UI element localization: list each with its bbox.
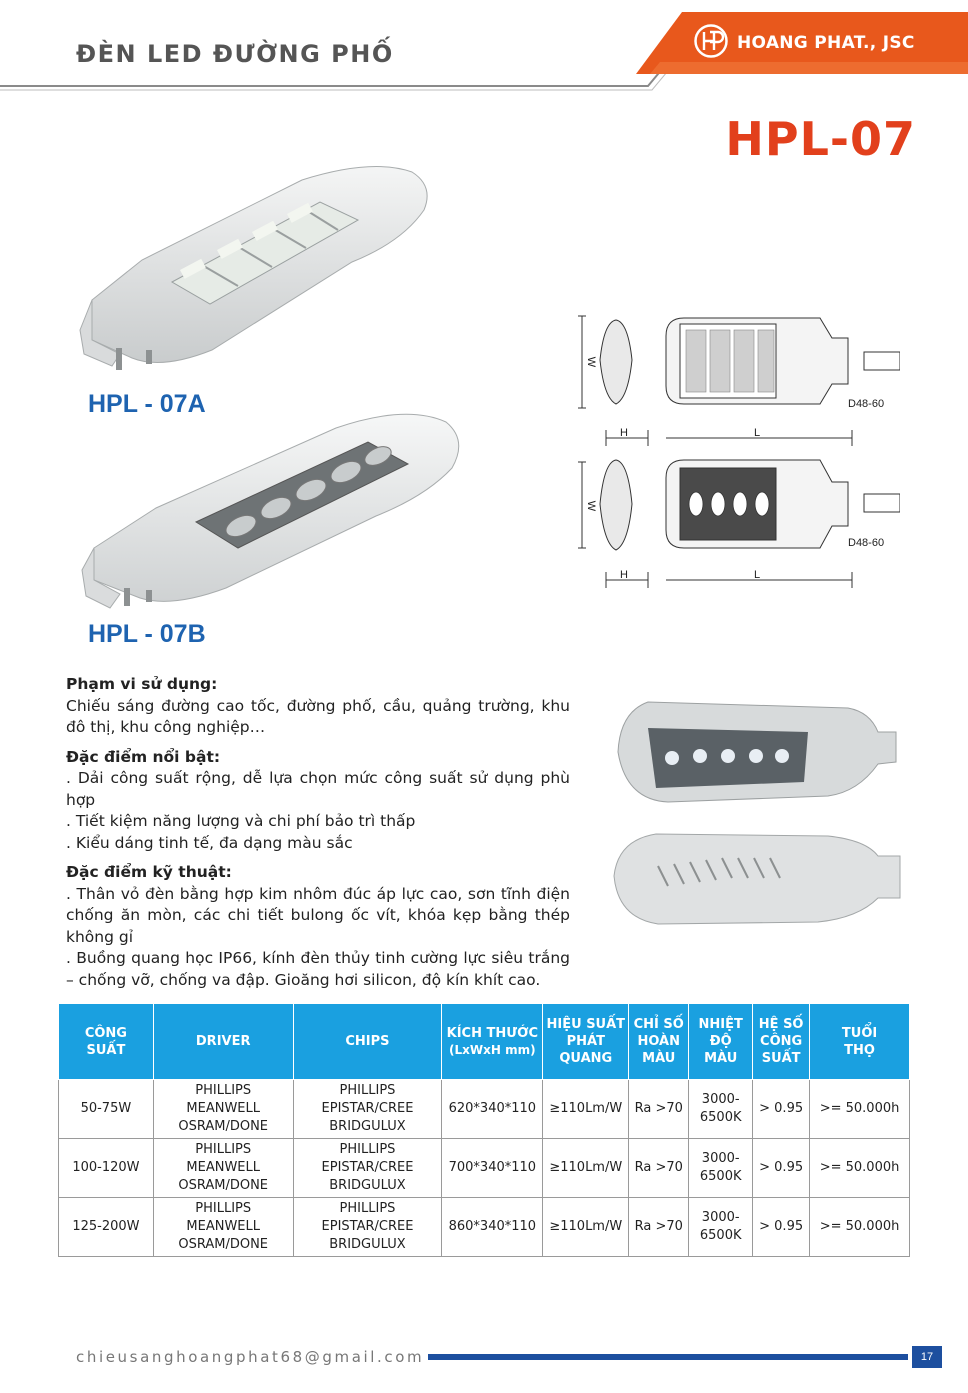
dim-label-h-bottom: H [620,569,628,581]
product-label-07a: HPL - 07A [88,390,206,418]
feature-item: . Kiểu dáng tinh tế, đa dạng màu sắc [66,833,353,852]
cell-chips: PHILLIPS EPISTAR/CREE BRIDGULUX [293,1139,442,1198]
dim-label-w-top: W [585,356,598,368]
cell-efficacy: ≥110Lm/W [543,1139,629,1198]
cell-efficacy: ≥110Lm/W [543,1080,629,1139]
cell-life: >= 50.000h [810,1198,910,1257]
description-section [66,674,570,991]
product-photo-back [608,826,904,928]
cell-chips: PHILLIPS EPISTAR/CREE BRIDGULUX [293,1198,442,1257]
features-title: Đặc điểm nổi bật: [66,747,221,766]
col-header-power: CÔNG SUẤT [59,1004,154,1080]
feature-item: . Dải công suất rộng, dễ lựa chọn mức công suất sử dụng phù hợp [66,769,570,809]
table-row [59,1198,910,1257]
cell-size: 700*340*110 [442,1139,543,1198]
col-header-pf: HỆ SỐ CÔNG SUẤT [753,1004,810,1080]
cell-cct: 3000- 6500K [689,1139,753,1198]
cell-chips: PHILLIPS EPISTAR/CREE BRIDGULUX [293,1080,442,1139]
col-header-efficacy: HIỆU SUẤT PHÁT QUANG [543,1004,629,1080]
col-header-driver: DRIVER [153,1004,293,1080]
cell-cri: Ra >70 [629,1139,689,1198]
col-header-chips: CHIPS [293,1004,442,1080]
cell-size: 860*340*110 [442,1198,543,1257]
cell-cct: 3000- 6500K [689,1080,753,1139]
cell-cri: Ra >70 [629,1198,689,1257]
brand-name: HOANG PHAT., JSC [737,33,915,53]
cell-cri: Ra >70 [629,1080,689,1139]
footer-bar [428,1354,908,1360]
cell-life: >= 50.000h [810,1139,910,1198]
scope-text: Chiếu sáng đường cao tốc, đường phố, cầu, quảng trường, khu đô thị, khu công nghiệp… [66,696,570,736]
brand-logo-icon [694,24,728,58]
dimension-diagram [570,300,900,600]
cell-driver: PHILLIPS MEANWELL OSRAM/DONE [153,1139,293,1198]
page-number: 17 [912,1346,942,1368]
col-header-life: TUỔI THỌ [810,1004,910,1080]
cell-size: 620*340*110 [442,1080,543,1139]
pole-label-top: D48-60 [848,398,885,410]
table-row [59,1139,910,1198]
dim-label-h-top: H [620,427,628,439]
cell-pf: > 0.95 [753,1139,810,1198]
dim-label-w-bottom: W [585,500,598,512]
tech-title: Đặc điểm kỹ thuật: [66,863,232,881]
product-photo-front [608,692,900,814]
cell-pf: > 0.95 [753,1080,810,1139]
tech-item: . Buồng quang học IP66, kính đèn thủy tinh cường lực siêu trắng – chống vỡ, chống va đập. Gioăng hơi silicon, độ kín khít cao. [66,949,570,989]
table-row [59,1080,910,1139]
cell-pf: > 0.95 [753,1198,810,1257]
table-header-row [59,1004,910,1080]
col-header-size: KÍCH THƯỚC (LxWxH mm) [442,1004,543,1080]
cell-power: 50-75W [59,1080,154,1139]
cell-driver: PHILLIPS MEANWELL OSRAM/DONE [153,1198,293,1257]
cell-power: 100-120W [59,1139,154,1198]
dim-label-l-top: L [754,427,761,439]
product-label-07b: HPL - 07B [88,620,206,648]
col-header-cri: CHỈ SỐ HOÀN MÀU [629,1004,689,1080]
model-code: HPL-07 [725,112,916,166]
scope-title: Phạm vi sử dụng: [66,675,218,693]
cell-power: 125-200W [59,1198,154,1257]
cell-cct: 3000- 6500K [689,1198,753,1257]
pole-label-bottom: D48-60 [848,537,885,549]
feature-item: . Tiết kiệm năng lượng và chi phí bảo trì thấp [66,812,416,830]
spec-table [58,1003,910,1257]
product-image-07a [72,150,472,380]
cell-efficacy: ≥110Lm/W [543,1198,629,1257]
cell-driver: PHILLIPS MEANWELL OSRAM/DONE [153,1080,293,1139]
tech-item: . Thân vỏ đèn bằng hợp kim nhôm đúc áp lực cao, sơn tĩnh điện chống ăn mòn, các chi tiết bulong ốc vít, khóa kẹp bằng thép không gỉ [66,884,570,946]
col-header-cct: NHIỆT ĐỘ MÀU [689,1004,753,1080]
footer-email: chieusanghoangphat68@gmail.com [76,1348,425,1366]
category-title: ĐÈN LED ĐƯỜNG PHỐ [76,40,394,68]
cell-life: >= 50.000h [810,1080,910,1139]
product-image-07b [76,398,476,616]
dim-label-l-bottom: L [754,569,761,581]
